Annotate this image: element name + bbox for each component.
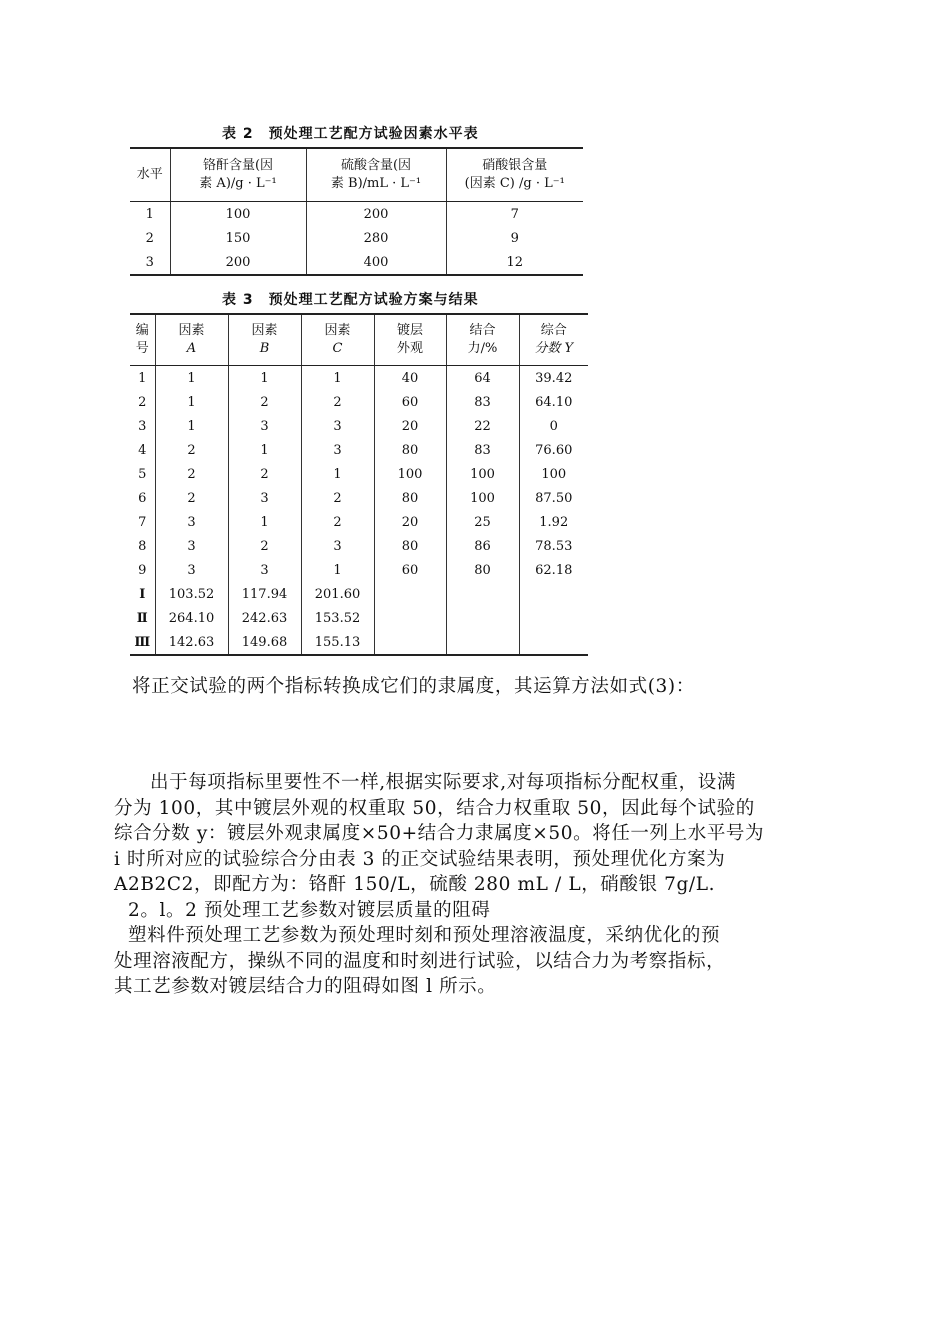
table-cell: 3 bbox=[130, 250, 170, 275]
table-cell: 3 bbox=[301, 414, 374, 438]
table-cell: 2 bbox=[228, 534, 301, 558]
table-cell: 153.52 bbox=[301, 606, 374, 630]
table-cell bbox=[519, 582, 588, 606]
table2-header-a bbox=[170, 148, 306, 202]
paragraph-line: 分为 100，其中镀层外观的权重取 50，结合力权重取 50，因此每个试验的 bbox=[114, 797, 755, 819]
header-line2: C bbox=[332, 341, 343, 356]
table-cell: 83 bbox=[446, 438, 519, 462]
table-cell: 150 bbox=[170, 226, 306, 250]
header-line2: A bbox=[186, 341, 197, 356]
header-line1: 镀层 bbox=[396, 323, 423, 338]
table-cell: 155.13 bbox=[301, 630, 374, 655]
header-line2: 力/% bbox=[467, 341, 498, 356]
table-cell: 2 bbox=[228, 390, 301, 414]
table-cell: 400 bbox=[306, 250, 446, 275]
table-cell: 2 bbox=[155, 462, 228, 486]
table-row bbox=[130, 462, 588, 486]
table-cell: 7 bbox=[130, 510, 155, 534]
header-line1: 因素 bbox=[178, 323, 205, 338]
table-cell: 100 bbox=[446, 462, 519, 486]
table-row bbox=[130, 390, 588, 414]
table-cell: 1 bbox=[228, 438, 301, 462]
paragraph-line: 综合分数 y：镀层外观隶属度×50+结合力隶属度×50。将任一列上水平号为 bbox=[114, 823, 765, 844]
table-cell: 100 bbox=[446, 486, 519, 510]
table-cell: 200 bbox=[306, 202, 446, 227]
table-row bbox=[130, 202, 583, 227]
table-cell: 1 bbox=[155, 414, 228, 438]
table-cell: 86 bbox=[446, 534, 519, 558]
table-cell: 1.92 bbox=[539, 514, 569, 530]
table-row bbox=[130, 414, 588, 438]
table3-header-appearance bbox=[374, 314, 446, 366]
paragraph-line: 出于每项指标里要性不一样,根据实际要求,对每项指标分配权重，设满 bbox=[150, 772, 736, 793]
header-line2: 素 B)/mL · L⁻¹ bbox=[330, 176, 422, 191]
table-cell: 62.18 bbox=[535, 562, 573, 578]
table-row bbox=[130, 630, 588, 655]
table2-caption: 表 2 预处理工艺配方试验因素水平表 bbox=[222, 126, 479, 142]
table-cell: 3 bbox=[228, 486, 301, 510]
intro-paragraph: 将正交试验的两个指标转换成它们的隶属度，其运算方法如式(3)： bbox=[132, 676, 695, 697]
table-row bbox=[130, 534, 588, 558]
table-cell: 9 bbox=[130, 558, 155, 582]
table-cell bbox=[446, 630, 519, 655]
table-cell: 6 bbox=[130, 486, 155, 510]
table-cell: 7 bbox=[510, 206, 519, 222]
header-line1: 铬酐含量(因 bbox=[202, 158, 274, 173]
header-line1: 硫酸含量(因 bbox=[340, 158, 412, 173]
paragraph-weights bbox=[114, 770, 842, 1000]
table-cell: 64.10 bbox=[535, 394, 573, 410]
table-cell: 1 bbox=[301, 462, 374, 486]
table-cell bbox=[446, 606, 519, 630]
table2-header-b bbox=[306, 148, 446, 202]
table-cell: 1 bbox=[228, 510, 301, 534]
table-cell: 87.50 bbox=[535, 490, 573, 506]
table-cell: 2 bbox=[301, 510, 374, 534]
table2-header-c bbox=[446, 148, 583, 202]
table-cell: 39.42 bbox=[535, 370, 573, 386]
table-cell: 3 bbox=[130, 414, 155, 438]
table-cell: 83 bbox=[446, 390, 519, 414]
header-line1: 因素 bbox=[251, 323, 278, 338]
table-cell: 22 bbox=[446, 414, 519, 438]
table-cell: 80 bbox=[374, 438, 446, 462]
table-cell: 40 bbox=[374, 366, 446, 391]
table-cell: 2 bbox=[155, 438, 228, 462]
header-line2: B bbox=[259, 341, 270, 356]
table3-header-b bbox=[228, 314, 301, 366]
table-cell bbox=[374, 582, 446, 606]
table-cell: 201.60 bbox=[301, 582, 374, 606]
table2 bbox=[130, 147, 583, 276]
table-cell: 25 bbox=[446, 510, 519, 534]
table-row bbox=[130, 226, 583, 250]
table3-header-a bbox=[155, 314, 228, 366]
paragraph-line: 处理溶液配方，操纵不同的温度和时刻进行试验，以结合力为考察指标， bbox=[114, 950, 726, 972]
table-cell bbox=[446, 582, 519, 606]
table-cell: 1 bbox=[155, 366, 228, 391]
header-line2: 分数 Y bbox=[534, 341, 574, 356]
paragraph-line: 塑料件预处理工艺参数为预处理时刻和预处理溶液温度，采纳优化的预 bbox=[128, 925, 721, 946]
table-cell: 117.94 bbox=[228, 582, 301, 606]
paragraph-line: A2B2C2，即配方为：铬酐 150/L，硫酸 280 mL / L，硝酸银 7g/L. bbox=[114, 874, 716, 895]
table-cell: 200 bbox=[170, 250, 306, 275]
table-row bbox=[130, 366, 588, 391]
table-cell: 1 bbox=[130, 202, 170, 227]
table-cell: 1 bbox=[155, 390, 228, 414]
header-text: 编号 bbox=[135, 323, 149, 356]
table-cell: 242.63 bbox=[228, 606, 301, 630]
table-cell: 3 bbox=[155, 510, 228, 534]
table-cell bbox=[519, 606, 588, 630]
table3 bbox=[130, 313, 588, 656]
header-line1: 因素 bbox=[324, 323, 351, 338]
table-row bbox=[130, 582, 588, 606]
table-cell: 3 bbox=[301, 534, 374, 558]
table2-header-row bbox=[130, 148, 583, 202]
table-row bbox=[130, 250, 583, 275]
table-cell: 80 bbox=[374, 486, 446, 510]
table-cell: 0 bbox=[549, 418, 558, 434]
table-cell: 149.68 bbox=[228, 630, 301, 655]
table-cell: 2 bbox=[301, 390, 374, 414]
table-cell: 1 bbox=[228, 366, 301, 391]
table-cell: 1 bbox=[301, 558, 374, 582]
table-cell: 2 bbox=[301, 486, 374, 510]
table-cell bbox=[519, 630, 588, 655]
header-line2: 素 A)/g · L⁻¹ bbox=[199, 176, 277, 191]
paragraph-line: 其工艺参数对镀层结合力的阻碍如图 l 所示。 bbox=[114, 976, 497, 997]
table-cell: 100 bbox=[374, 462, 446, 486]
table-cell: 3 bbox=[155, 558, 228, 582]
header-line1: 综合 bbox=[540, 323, 567, 338]
table-row bbox=[130, 438, 588, 462]
header-line1: 结合 bbox=[469, 323, 496, 338]
table3-header-id bbox=[130, 314, 155, 366]
table-cell: Ⅱ bbox=[130, 606, 155, 630]
table3-header-adhesion bbox=[446, 314, 519, 366]
table3-header-score bbox=[519, 314, 588, 366]
table-cell: 5 bbox=[130, 462, 155, 486]
table-cell: 264.10 bbox=[155, 606, 228, 630]
table-cell: Ⅲ bbox=[130, 630, 155, 655]
table-cell: 1 bbox=[301, 366, 374, 391]
table-cell: 280 bbox=[306, 226, 446, 250]
table-cell: 78.53 bbox=[535, 538, 573, 554]
table-cell: 12 bbox=[506, 254, 524, 270]
table-cell bbox=[374, 606, 446, 630]
table-cell: 2 bbox=[130, 390, 155, 414]
table-cell bbox=[374, 630, 446, 655]
table-cell: 80 bbox=[446, 558, 519, 582]
table-cell: 1 bbox=[130, 366, 155, 391]
table-cell: 2 bbox=[155, 486, 228, 510]
table-cell: 3 bbox=[301, 438, 374, 462]
table-cell: 3 bbox=[155, 534, 228, 558]
table-cell: 60 bbox=[374, 390, 446, 414]
table-cell: 80 bbox=[374, 534, 446, 558]
table-row bbox=[130, 486, 588, 510]
table3-body bbox=[130, 366, 588, 656]
table-cell: 2 bbox=[130, 226, 170, 250]
table-row bbox=[130, 558, 588, 582]
table-cell: 20 bbox=[374, 414, 446, 438]
table-cell: 142.63 bbox=[155, 630, 228, 655]
table-cell: 20 bbox=[374, 510, 446, 534]
table-cell: 100 bbox=[541, 466, 567, 482]
table3-header-row bbox=[130, 314, 588, 366]
header-line1: 硝酸银含量 bbox=[482, 158, 548, 173]
table-cell: 60 bbox=[374, 558, 446, 582]
table-cell: 2 bbox=[228, 462, 301, 486]
paragraph-line: i 时所对应的试验综合分由表 3 的正交试验结果表明，预处理优化方案为 bbox=[114, 848, 726, 870]
table-cell: 9 bbox=[510, 230, 519, 246]
table3-header-c bbox=[301, 314, 374, 366]
table-cell: 100 bbox=[170, 202, 306, 227]
table-cell: 8 bbox=[130, 534, 155, 558]
header-line2: 外观 bbox=[396, 341, 423, 356]
table-cell: 103.52 bbox=[155, 582, 228, 606]
table2-header-level bbox=[130, 148, 170, 202]
header-line2: (因素 C) /g · L⁻¹ bbox=[464, 176, 565, 191]
table-cell: 3 bbox=[228, 558, 301, 582]
header-text: 水平 bbox=[136, 167, 163, 182]
table-cell: 76.60 bbox=[535, 442, 573, 458]
table-cell: 4 bbox=[130, 438, 155, 462]
table-cell: Ⅰ bbox=[130, 582, 155, 606]
table-row bbox=[130, 606, 588, 630]
table-row bbox=[130, 510, 588, 534]
table-cell: 3 bbox=[228, 414, 301, 438]
table-cell: 64 bbox=[446, 366, 519, 391]
table3-caption: 表 3 预处理工艺配方试验方案与结果 bbox=[222, 292, 479, 308]
section-heading: 2。l。2 预处理工艺参数对镀层质量的阻碍 bbox=[128, 899, 491, 921]
